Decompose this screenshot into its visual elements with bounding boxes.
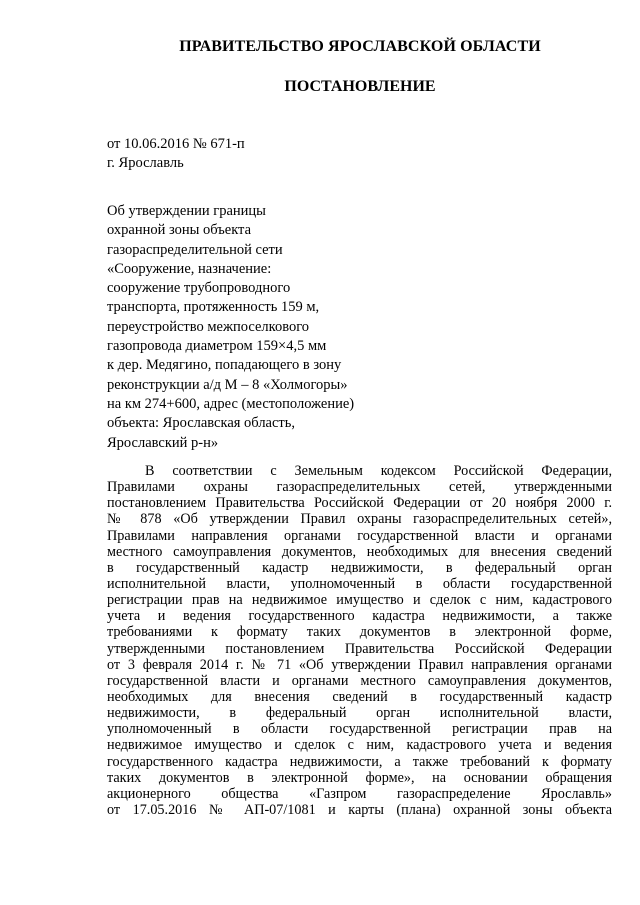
subject-line: объекта: Ярославская область, <box>107 415 295 432</box>
document-meta <box>107 135 245 173</box>
subject-line: транспорта, протяженность 159 м, <box>107 299 320 316</box>
body-line: местного самоуправления документов, необходимых для внесения сведений <box>107 543 612 560</box>
body-line: В соответствии с Земельным кодексом Российской Федерации, <box>145 463 612 479</box>
body-line: государственного кадастра недвижимости, а также требований к формату <box>107 753 612 770</box>
body-line: таких документов в электронной форме», на основании обращения <box>107 769 612 786</box>
body-line: недвижимое имущество и сделок с ним, кадастрового учета и ведения <box>107 737 612 754</box>
subject-line: газопровода диаметром 159×4,5 мм <box>107 338 327 355</box>
subject-line: реконструкции а/д М – 8 «Холмогоры» <box>107 376 348 393</box>
subject-line: на км 274+600, адрес (местоположение) <box>107 395 355 412</box>
body-line: регистрации прав на недвижимое имущество и сделок с ним, кадастрового <box>107 592 612 609</box>
body-line: необходимых для внесения сведений в государственный кадастр <box>107 688 612 705</box>
subject-line: к дер. Медягино, попадающего в зону <box>107 357 342 374</box>
body-line: требованиями к формату таких документов в электронной форме, <box>107 624 612 641</box>
body-line: утвержденными постановлением Правительства Российской Федерации <box>107 640 612 657</box>
subject-line: «Сооружение, назначение: <box>107 260 272 277</box>
body-line: уполномоченный в области государственной регистрации прав на <box>107 721 612 738</box>
subject-line: сооружение трубопроводного <box>107 280 291 297</box>
subject-line: Ярославский р-н» <box>107 434 219 451</box>
subject-line: охранной зоны объекта <box>107 222 252 239</box>
subject-line: переустройство межпоселкового <box>107 318 310 335</box>
document-subject <box>107 202 354 453</box>
date-number: от 10.06.2016 № 671-п <box>107 136 245 152</box>
subject-line: газораспределительной сети <box>107 241 283 258</box>
subject-line: Об утверждении границы <box>107 203 266 219</box>
body-line: от 17.05.2016 № АП-07/1081 и карты (плана) охранной зоны объекта <box>107 801 612 818</box>
body-line: акционерного общества «Газпром газораспределение Ярославль» <box>107 785 612 802</box>
body-line: постановлением Правительства Российской Федерации от 20 ноября 2000 г. <box>107 495 612 512</box>
body-line: учета и ведения государственного кадастра недвижимости, а также <box>107 608 612 625</box>
body-line: исполнительной власти, уполномоченный в области государственной <box>107 575 612 592</box>
organization-heading: ПРАВИТЕЛЬСТВО ЯРОСЛАВСКОЙ ОБЛАСТИ <box>179 38 541 55</box>
body-line: № 878 «Об утверждении Правил охраны газораспределительных сетей», <box>107 511 612 528</box>
body-line: в государственный кадастр недвижимости, в федеральный орган <box>107 559 612 576</box>
body-line: от 3 февраля 2014 г. № 71 «Об утверждении Правил направления органами <box>107 656 612 673</box>
body-line: государственной власти и органами местного самоуправления документов, <box>107 672 612 689</box>
body-paragraph <box>107 463 612 818</box>
body-line: Правилами направления органами государственной власти и органами <box>107 527 612 544</box>
document-type-heading: ПОСТАНОВЛЕНИЕ <box>284 78 436 95</box>
place: г. Ярославль <box>107 155 184 171</box>
body-line: Правилами охраны газораспределительных сетей, утвержденными <box>107 479 612 496</box>
body-line: недвижимости, в федеральный орган исполнительной власти, <box>107 705 612 722</box>
